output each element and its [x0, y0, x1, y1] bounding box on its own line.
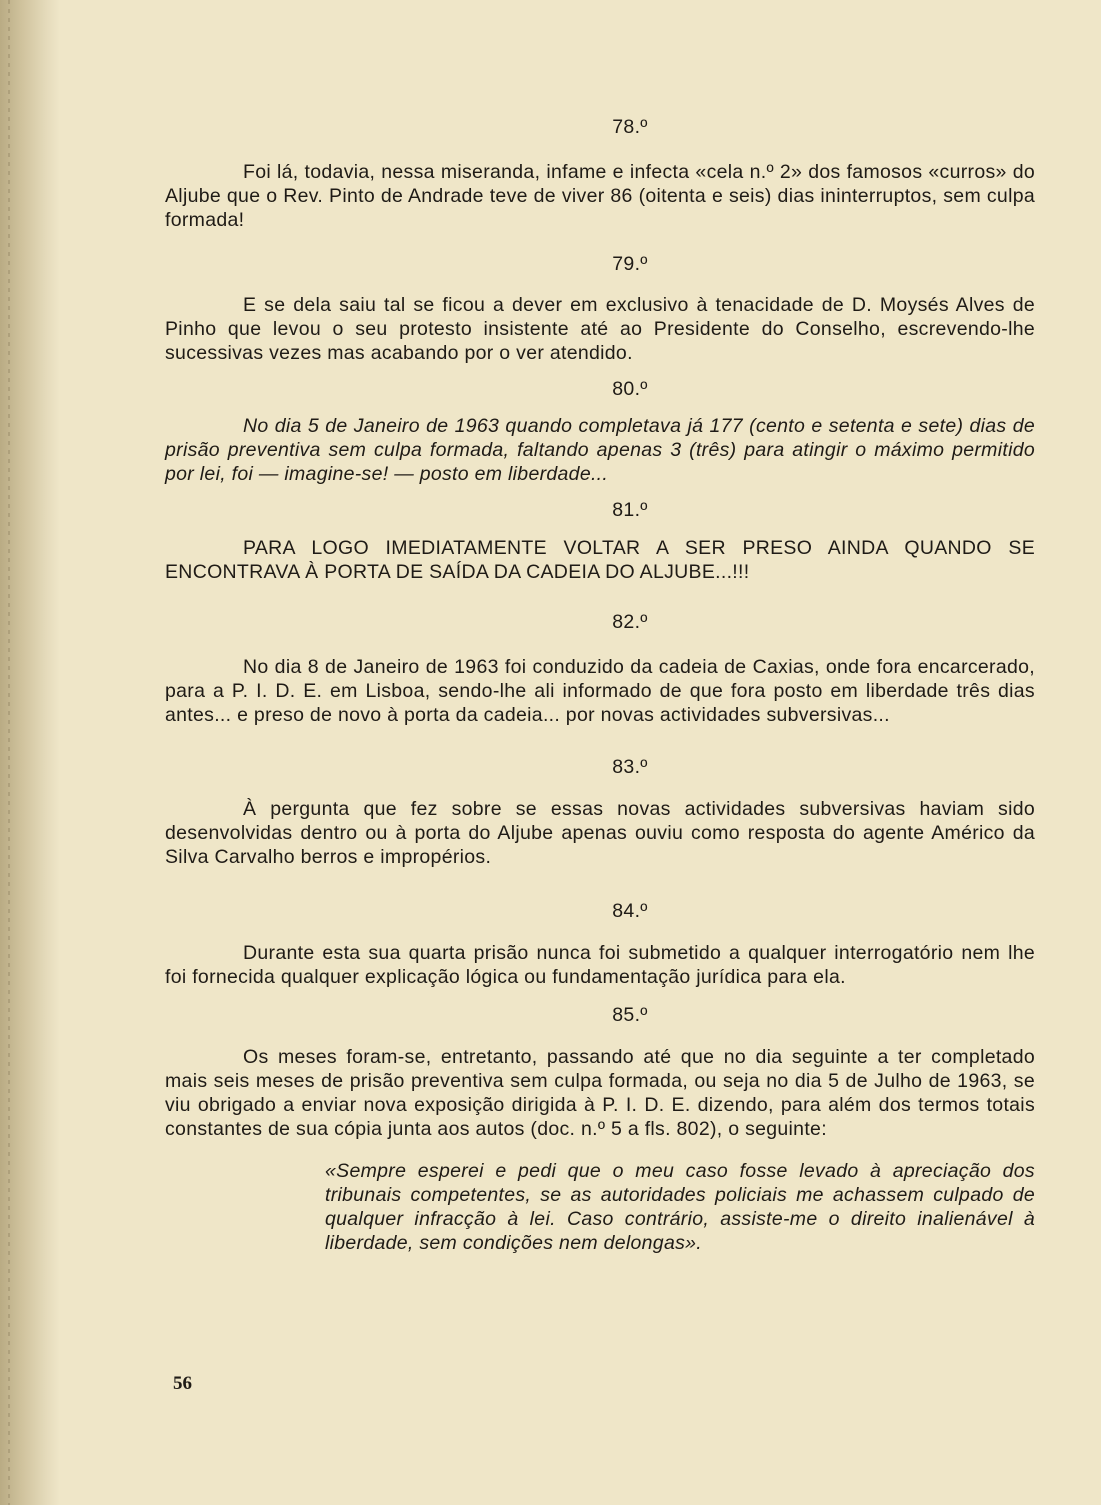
article-text-81: PARA LOGO IMEDIATAMENTE VOLTAR A SER PRESO AINDA QUANDO SE ENCONTRAVA À PORTA DE SAÍDA DA CADEIA DO ALJUBE...!!! — [165, 537, 1035, 583]
article-number-79: 79.º — [612, 253, 648, 275]
article-number-84: 84.º — [612, 900, 648, 922]
article-text-80: No dia 5 de Janeiro de 1963 quando completava já 177 (cento e setenta e sete) dias de prisão preventiva sem culpa formada, faltando apenas 3 (três) para atingir o máximo permitido por lei, foi — imagine-se! — posto em liberdade... — [165, 415, 1035, 485]
article-text-78: Foi lá, todavia, nessa miseranda, infame e infecta «cela n.º 2» dos famosos «curros» do Aljube que o Rev. Pinto de Andrade teve de viver 86 (oitenta e seis) dias ininterruptos, sem culpa formada! — [165, 161, 1035, 231]
article-number-83: 83.º — [612, 756, 648, 778]
page-body — [165, 100, 1035, 1255]
article-text-82: No dia 8 de Janeiro de 1963 foi conduzido da cadeia de Caxias, onde fora encarcerado, para a P. I. D. E. em Lisboa, sendo-lhe ali informado de que fora posto em liberdade três dias antes... e preso de novo à porta da cadeia... por novas actividades subversivas... — [165, 656, 1035, 726]
book-spine-shadow — [0, 0, 60, 1505]
article-text-85: Os meses foram-se, entretanto, passando até que no dia seguinte a ter completado mais seis meses de prisão preventiva sem culpa formada, ou seja no dia 5 de Julho de 1963, se viu obrigado a enviar nova exposição dirigida à P. I. D. E. dizendo, para além dos termos totais constantes de sua cópia junta aos autos (doc. n.º 5 a fls. 802), o seguinte: — [165, 1046, 1035, 1140]
page-number: 56 — [173, 1373, 192, 1394]
article-number-85: 85.º — [612, 1004, 648, 1026]
article-number-82: 82.º — [612, 611, 648, 633]
article-text-79: E se dela saiu tal se ficou a dever em exclusivo à tenacidade de D. Moysés Alves de Pinho que levou o seu protesto insistente até ao Presidente do Conselho, escrevendo-lhe sucessivas vezes mas acabando por o ver atendido. — [165, 294, 1035, 364]
article-number-80: 80.º — [612, 378, 648, 400]
article-number-78: 78.º — [612, 116, 648, 138]
quoted-exposition: «Sempre esperei e pedi que o meu caso fosse levado à apreciação dos tribunais competentes, se as autoridades policiais me achassem culpado de qualquer infracção à lei. Caso contrário, assiste-me o direito inalienável à liberdade, sem condições nem delongas». — [325, 1160, 1035, 1254]
article-text-83: À pergunta que fez sobre se essas novas actividades subversivas haviam sido desenvolvidas dentro ou à porta do Aljube apenas ouviu como resposta do agente Américo da Silva Carvalho berros e impropérios. — [165, 798, 1035, 868]
article-text-84: Durante esta sua quarta prisão nunca foi submetido a qualquer interrogatório nem lhe foi fornecida qualquer explicação lógica ou fundamentação jurídica para ela. — [165, 942, 1035, 988]
article-number-81: 81.º — [612, 499, 648, 521]
